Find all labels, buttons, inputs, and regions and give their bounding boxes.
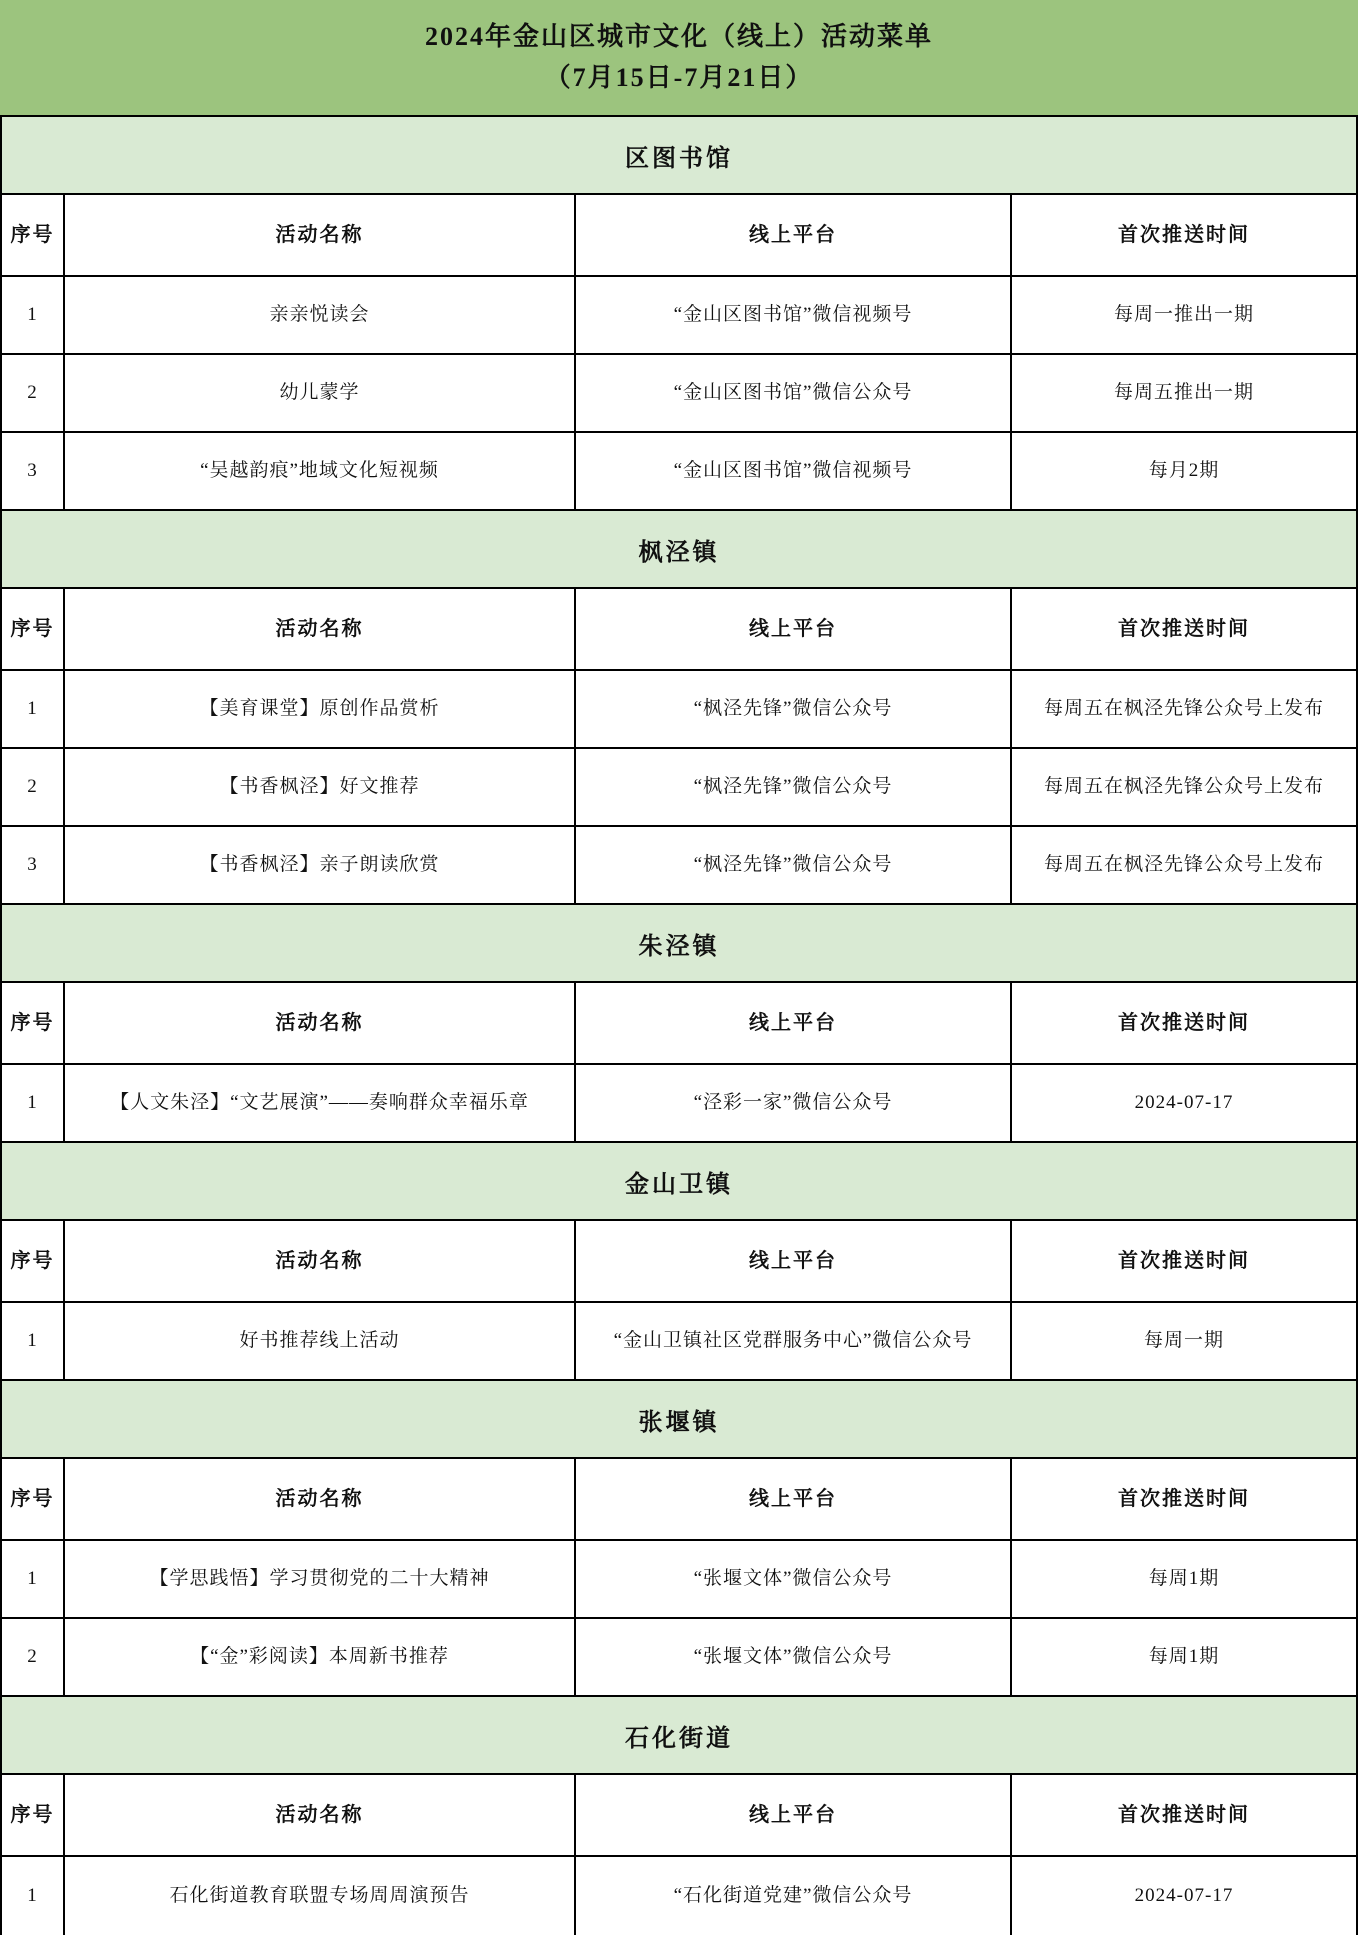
section-1 <box>2 117 1356 511</box>
section-band <box>2 1143 1356 1221</box>
section-5 <box>2 1381 1356 1697</box>
cell-activity-name: 【书香枫泾】好文推荐 <box>65 749 576 825</box>
section-3 <box>2 905 1356 1143</box>
cell-activity-name: 【人文朱泾】“文艺展演”——奏响群众幸福乐章 <box>65 1065 576 1141</box>
cell-push-time: 每周一推出一期 <box>1113 303 1254 325</box>
col-header-time: 首次推送时间 <box>1118 1804 1250 1826</box>
section-band <box>2 1381 1356 1459</box>
col-header-platform: 线上平台 <box>576 195 1012 275</box>
cell-platform: “枫泾先锋”微信公众号 <box>576 749 1012 825</box>
table-row <box>2 749 1356 827</box>
table-row <box>2 1619 1356 1697</box>
cell-index: 1 <box>2 671 65 747</box>
cell-platform: “金山区图书馆”微信视频号 <box>576 277 1012 353</box>
cell-push-time: 每周五在枫泾先锋公众号上发布 <box>1043 853 1324 875</box>
table-row <box>2 671 1356 749</box>
cell-push-time: 2024-07-17 <box>1134 1884 1234 1906</box>
cell-platform: “枫泾先锋”微信公众号 <box>576 671 1012 747</box>
page-title-line2: （7月15日-7月21日） <box>544 62 814 92</box>
title-band <box>0 0 1358 117</box>
cell-push-time: 2024-07-17 <box>1134 1091 1234 1113</box>
col-header-activity: 活动名称 <box>65 1459 576 1539</box>
section-4 <box>2 1143 1356 1381</box>
col-header-platform: 线上平台 <box>576 1459 1012 1539</box>
col-header-platform: 线上平台 <box>576 589 1012 669</box>
section-title: 朱泾镇 <box>638 933 720 960</box>
cell-push-time: 每周一期 <box>1143 1329 1224 1351</box>
table-row <box>2 433 1356 511</box>
column-header-row <box>2 589 1356 671</box>
section-title: 张堰镇 <box>638 1409 720 1436</box>
col-header-activity: 活动名称 <box>65 983 576 1063</box>
col-header-index: 序号 <box>2 589 65 669</box>
cell-index: 1 <box>2 277 65 353</box>
cell-activity-name: “吴越韵痕”地域文化短视频 <box>65 433 576 509</box>
col-header-activity: 活动名称 <box>65 1221 576 1301</box>
col-header-platform: 线上平台 <box>576 1221 1012 1301</box>
cell-activity-name: 【“金”彩阅读】本周新书推荐 <box>65 1619 576 1695</box>
col-header-index: 序号 <box>2 983 65 1063</box>
cell-index: 1 <box>2 1857 65 1935</box>
col-header-time: 首次推送时间 <box>1118 1488 1250 1510</box>
col-header-platform: 线上平台 <box>576 1775 1012 1855</box>
col-header-time: 首次推送时间 <box>1118 1250 1250 1272</box>
cell-activity-name: 幼儿蒙学 <box>65 355 576 431</box>
col-header-activity: 活动名称 <box>65 1775 576 1855</box>
cell-index: 1 <box>2 1065 65 1141</box>
cell-platform: “石化街道党建”微信公众号 <box>576 1857 1012 1935</box>
col-header-index: 序号 <box>2 1775 65 1855</box>
cell-index: 2 <box>2 749 65 825</box>
cell-platform: “金山卫镇社区党群服务中心”微信公众号 <box>576 1303 1012 1379</box>
cell-platform: “张堰文体”微信公众号 <box>576 1541 1012 1617</box>
section-title: 区图书馆 <box>625 145 733 172</box>
column-header-row <box>2 1459 1356 1541</box>
cell-platform: “枫泾先锋”微信公众号 <box>576 827 1012 903</box>
table-row <box>2 1857 1356 1935</box>
section-title: 石化街道 <box>625 1725 733 1752</box>
cell-activity-name: 石化街道教育联盟专场周周演预告 <box>65 1857 576 1935</box>
cell-push-time: 每周五推出一期 <box>1113 381 1254 403</box>
cell-push-time: 每周1期 <box>1148 1567 1220 1589</box>
col-header-time: 首次推送时间 <box>1118 1012 1250 1034</box>
cell-platform: “泾彩一家”微信公众号 <box>576 1065 1012 1141</box>
table-row <box>2 355 1356 433</box>
column-header-row <box>2 195 1356 277</box>
page-title-line1: 2024年金山区城市文化（线上）活动菜单 <box>424 22 933 52</box>
section-title: 金山卫镇 <box>625 1171 733 1198</box>
section-6 <box>2 1697 1356 1935</box>
col-header-time: 首次推送时间 <box>1118 224 1250 246</box>
cell-activity-name: 【学思践悟】学习贯彻党的二十大精神 <box>65 1541 576 1617</box>
table-row <box>2 1065 1356 1143</box>
cell-index: 1 <box>2 1303 65 1379</box>
table-row <box>2 1541 1356 1619</box>
cell-index: 3 <box>2 433 65 509</box>
col-header-index: 序号 <box>2 1221 65 1301</box>
cell-activity-name: 【书香枫泾】亲子朗读欣赏 <box>65 827 576 903</box>
section-2 <box>2 511 1356 905</box>
cell-push-time: 每周1期 <box>1148 1645 1220 1667</box>
section-band <box>2 905 1356 983</box>
column-header-row <box>2 983 1356 1065</box>
cell-platform: “金山区图书馆”微信公众号 <box>576 355 1012 431</box>
cell-push-time: 每周五在枫泾先锋公众号上发布 <box>1043 697 1324 719</box>
cell-activity-name: 亲亲悦读会 <box>65 277 576 353</box>
col-header-activity: 活动名称 <box>65 195 576 275</box>
col-header-time: 首次推送时间 <box>1118 618 1250 640</box>
cell-push-time: 每周五在枫泾先锋公众号上发布 <box>1043 775 1324 797</box>
cell-index: 1 <box>2 1541 65 1617</box>
column-header-row <box>2 1221 1356 1303</box>
column-header-row <box>2 1775 1356 1857</box>
table-row <box>2 1303 1356 1381</box>
cell-push-time: 每月2期 <box>1148 459 1220 481</box>
cell-index: 3 <box>2 827 65 903</box>
cell-index: 2 <box>2 355 65 431</box>
activity-table <box>0 117 1358 1935</box>
cell-platform: “张堰文体”微信公众号 <box>576 1619 1012 1695</box>
section-title: 枫泾镇 <box>638 539 720 566</box>
col-header-index: 序号 <box>2 1459 65 1539</box>
cell-platform: “金山区图书馆”微信视频号 <box>576 433 1012 509</box>
col-header-activity: 活动名称 <box>65 589 576 669</box>
section-band <box>2 1697 1356 1775</box>
col-header-platform: 线上平台 <box>576 983 1012 1063</box>
table-row <box>2 827 1356 905</box>
cell-activity-name: 好书推荐线上活动 <box>65 1303 576 1379</box>
cell-activity-name: 【美育课堂】原创作品赏析 <box>65 671 576 747</box>
table-row <box>2 277 1356 355</box>
col-header-index: 序号 <box>2 195 65 275</box>
section-band <box>2 117 1356 195</box>
cell-index: 2 <box>2 1619 65 1695</box>
section-band <box>2 511 1356 589</box>
